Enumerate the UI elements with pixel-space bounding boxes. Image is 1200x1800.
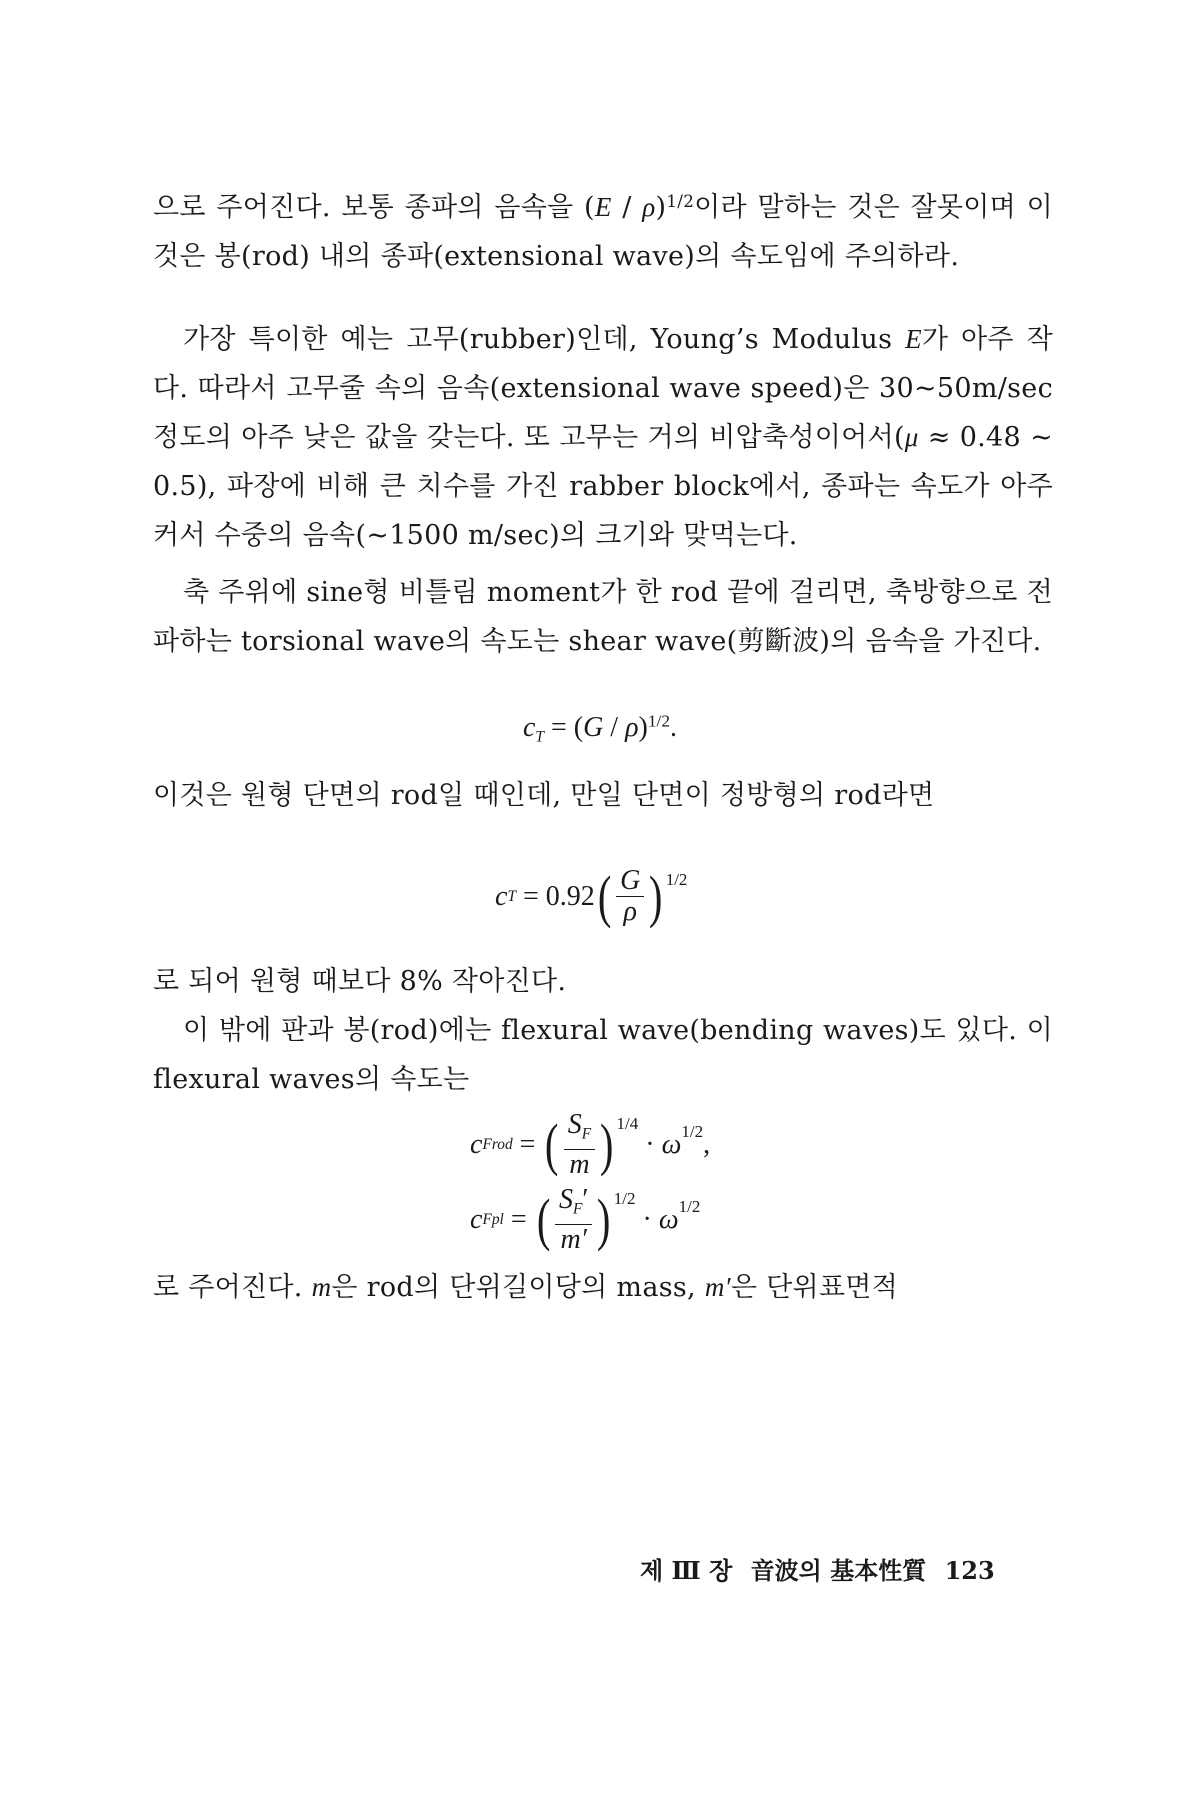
numerator-prime: ′ [582, 1184, 589, 1215]
symbol-E: E [905, 324, 922, 354]
eq1-rho: ρ [625, 712, 639, 743]
numerator-S: S [558, 1184, 573, 1215]
numerator [564, 1110, 595, 1150]
left-paren: ( [536, 1187, 551, 1253]
right-paren: ) [597, 1187, 611, 1253]
eq1-G: G [583, 712, 604, 743]
dot: · [638, 1129, 662, 1161]
numerator: G [616, 866, 644, 897]
eq3-c: c [470, 1129, 483, 1161]
eq4-equals: = [503, 1204, 534, 1236]
numerator-S: S [567, 1109, 582, 1140]
fraction [555, 1185, 593, 1255]
equation-c-fpl [470, 1185, 700, 1255]
page-footer [640, 1551, 1060, 1586]
numerator [555, 1185, 593, 1225]
para5-text: 로 되어 원형 때보다 8% 작아진다. [153, 966, 567, 997]
slash: / [611, 192, 643, 223]
fraction [616, 866, 644, 927]
symbol-mu: μ [904, 422, 919, 452]
eq4-sub: Fpl [482, 1211, 504, 1229]
eq1-c: c [522, 712, 536, 743]
paragraph-5 [153, 957, 1053, 1006]
paragraph-6 [153, 1006, 1053, 1104]
eq4-exponent: 1/2 [613, 1189, 636, 1208]
omega-exponent: 1/2 [678, 1197, 701, 1216]
equation-ct-square [495, 863, 688, 929]
equation-ct-circular [0, 712, 1200, 746]
paragraph-4 [153, 771, 1053, 820]
left-paren: ( [597, 863, 612, 929]
paragraph-3 [153, 568, 1053, 666]
eq1-slash: / [603, 712, 626, 743]
eq2-equals: = 0.92 [516, 880, 595, 912]
omega: ω [658, 1204, 679, 1236]
eq2-sub: T [507, 887, 516, 905]
eq1-close: ) [638, 712, 648, 743]
denominator: m [569, 1149, 590, 1181]
page-number: 123 [944, 1556, 995, 1585]
eq1-exponent: 1/2 [647, 711, 671, 731]
eq4-c: c [470, 1204, 483, 1236]
denominator: m′ [560, 1224, 587, 1256]
denominator: ρ [623, 896, 637, 927]
right-paren: ) [600, 1112, 614, 1178]
para3-text: 축 주위에 sine형 비틀림 moment가 한 rod 끝에 걸리면, 축방향으로 전파하는 torsional wave의 속도는 shear wave(剪斷波)의 음속을 가진다. [153, 577, 1053, 657]
fraction [564, 1110, 595, 1180]
eq2-exponent: 1/2 [665, 870, 688, 889]
eq1-period: . [670, 712, 678, 743]
equation-c-frod [470, 1110, 710, 1180]
left-paren: ( [545, 1112, 559, 1178]
paragraph-2 [153, 315, 1053, 560]
eq2-c: c [495, 880, 508, 912]
numerator-sub: F [581, 1125, 592, 1143]
omega-exponent: 1/2 [681, 1122, 704, 1141]
para1-text-b: 이라 말하는 것은 잘못이며 이것은 봉(rod) 내의 종파(extensional wave)의 속도임에 주의하라. [153, 192, 1053, 272]
right-paren: ) [649, 863, 663, 929]
eq1-sub: T [535, 728, 544, 746]
para2-text-b: 가 아주 작다. 따라서 고무줄 속의 음속(extensional wave speed)은 30~50m/sec 정도의 아주 낮은 값을 갖는다. 또 고무는 거의 비압축성이어서( [153, 324, 1054, 453]
numerator-sub: F [572, 1200, 583, 1218]
paragraph-1 [153, 183, 1053, 281]
omega: ω [661, 1129, 682, 1161]
eq3-comma: , [703, 1129, 711, 1161]
paragraph-7 [153, 1263, 1053, 1312]
symbol-m: m [311, 1272, 332, 1302]
dot: · [635, 1204, 659, 1236]
para1-text-a: 으로 주어진다. 보통 종파의 음속을 ( [153, 192, 595, 223]
para6-text: 이 밖에 판과 봉(rod)에는 flexural wave(bending waves)도 있다. 이 flexural waves의 속도는 [153, 1015, 1053, 1095]
para2-text-a: 가장 특이한 예는 고무(rubber)인데, Young’s Modulus [183, 324, 906, 355]
para7-text-a: 로 주어진다. [153, 1272, 312, 1303]
eq1-equals: = ( [543, 712, 584, 743]
eq3-sub: Frod [482, 1136, 513, 1154]
symbol-E: E [594, 192, 612, 222]
exponent: 1/2 [666, 190, 695, 211]
para2-text-c: ≈ 0.48 ~ 0.5), 파장에 비해 큰 치수를 가진 rabber block에서, 종파는 속도가 아주 커서 수중의 음속(~1500 m/sec)의 크기와 맞먹는다. [153, 422, 1053, 551]
para4-text: 이것은 원형 단면의 rod일 때인데, 만일 단면이 정방형의 rod라면 [153, 780, 935, 811]
para7-text-b: 은 rod의 단위길이당의 mass, [331, 1272, 705, 1303]
chapter-title: 音波의 基本性質 [750, 1556, 927, 1585]
chapter-label: 제 Ⅲ 장 [640, 1556, 733, 1585]
eq3-exponent: 1/4 [616, 1114, 639, 1133]
symbol-rho: ρ [642, 192, 656, 222]
symbol-m-prime: m′ [704, 1272, 731, 1302]
eq3-equals: = [512, 1129, 543, 1161]
close-paren: ) [655, 192, 667, 223]
para7-text-c: 은 단위표면적 [730, 1272, 899, 1303]
